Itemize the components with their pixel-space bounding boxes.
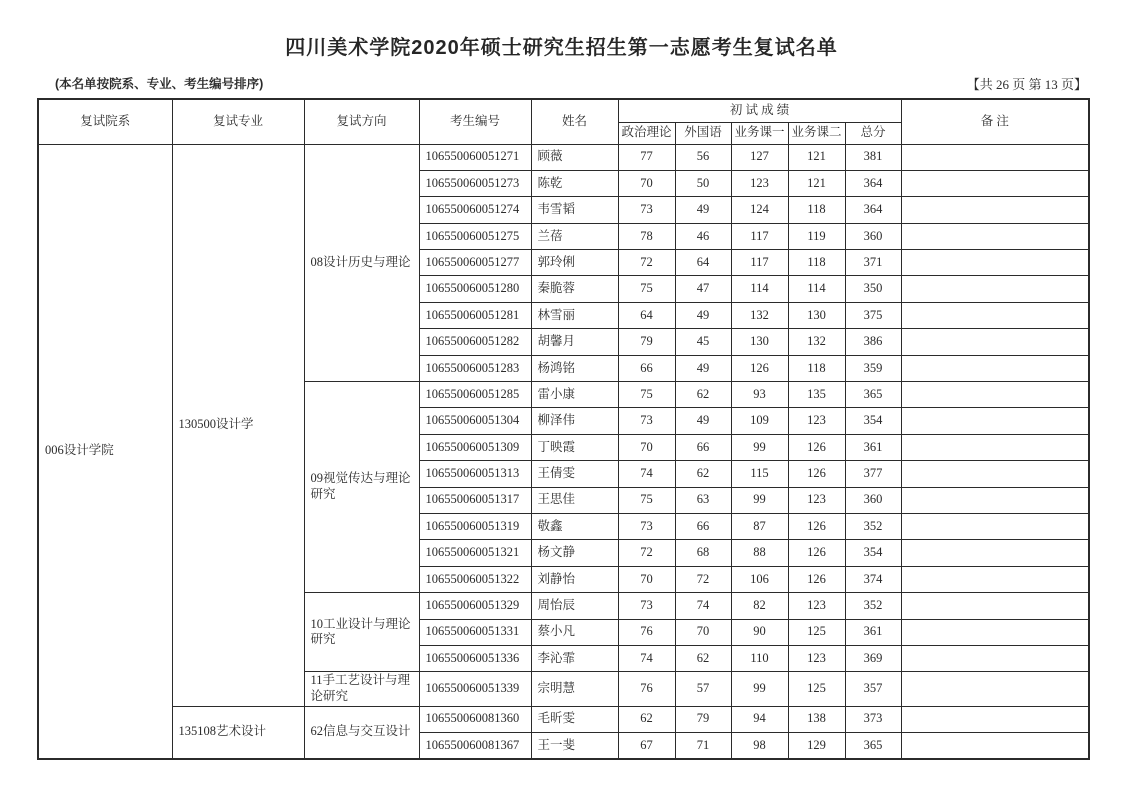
candidate-roster-table bbox=[37, 98, 1090, 760]
score-total-cell: 354 bbox=[845, 408, 901, 434]
score-politics-cell: 70 bbox=[618, 566, 675, 592]
score-course2-cell: 126 bbox=[788, 540, 845, 566]
score-course2-cell: 138 bbox=[788, 706, 845, 732]
candidate-id-cell: 106550060051285 bbox=[419, 382, 531, 408]
score-course2-cell: 118 bbox=[788, 197, 845, 223]
score-course2-cell: 123 bbox=[788, 487, 845, 513]
score-course1-cell: 94 bbox=[731, 706, 788, 732]
score-course1-cell: 127 bbox=[731, 144, 788, 170]
name-cell: 秦脆蓉 bbox=[531, 276, 618, 302]
score-course1-cell: 117 bbox=[731, 250, 788, 276]
header-foreign-language: 外国语 bbox=[675, 122, 731, 144]
remark-cell bbox=[901, 250, 1089, 276]
score-foreign-cell: 45 bbox=[675, 329, 731, 355]
score-course2-cell: 121 bbox=[788, 170, 845, 196]
score-foreign-cell: 49 bbox=[675, 355, 731, 381]
remark-cell bbox=[901, 566, 1089, 592]
score-politics-cell: 62 bbox=[618, 706, 675, 732]
name-cell: 周怡辰 bbox=[531, 593, 618, 619]
name-cell: 李沁霏 bbox=[531, 645, 618, 671]
score-politics-cell: 72 bbox=[618, 250, 675, 276]
remark-cell bbox=[901, 197, 1089, 223]
score-course2-cell: 118 bbox=[788, 250, 845, 276]
name-cell: 郭玲俐 bbox=[531, 250, 618, 276]
remark-cell bbox=[901, 461, 1089, 487]
score-course1-cell: 99 bbox=[731, 672, 788, 706]
score-total-cell: 371 bbox=[845, 250, 901, 276]
candidate-id-cell: 106550060051321 bbox=[419, 540, 531, 566]
score-foreign-cell: 70 bbox=[675, 619, 731, 645]
score-total-cell: 350 bbox=[845, 276, 901, 302]
score-course2-cell: 125 bbox=[788, 619, 845, 645]
score-politics-cell: 67 bbox=[618, 732, 675, 758]
score-course1-cell: 93 bbox=[731, 382, 788, 408]
score-foreign-cell: 50 bbox=[675, 170, 731, 196]
remark-cell bbox=[901, 329, 1089, 355]
score-foreign-cell: 47 bbox=[675, 276, 731, 302]
remark-cell bbox=[901, 672, 1089, 706]
candidate-id-cell: 106550060051322 bbox=[419, 566, 531, 592]
score-politics-cell: 72 bbox=[618, 540, 675, 566]
score-foreign-cell: 49 bbox=[675, 302, 731, 328]
header-direction: 复试方向 bbox=[304, 99, 419, 144]
score-course1-cell: 109 bbox=[731, 408, 788, 434]
page-title: 四川美术学院2020年硕士研究生招生第一志愿考生复试名单 bbox=[285, 37, 838, 59]
score-course1-cell: 114 bbox=[731, 276, 788, 302]
name-cell: 宗明慧 bbox=[531, 672, 618, 706]
score-foreign-cell: 49 bbox=[675, 197, 731, 223]
score-course2-cell: 126 bbox=[788, 513, 845, 539]
candidate-id-cell: 106550060051275 bbox=[419, 223, 531, 249]
direction-cell: 10工业设计与理论研究 bbox=[304, 593, 419, 672]
score-politics-cell: 73 bbox=[618, 197, 675, 223]
score-politics-cell: 77 bbox=[618, 144, 675, 170]
score-total-cell: 360 bbox=[845, 223, 901, 249]
score-politics-cell: 70 bbox=[618, 434, 675, 460]
candidate-id-cell: 106550060051281 bbox=[419, 302, 531, 328]
header-candidate-id: 考生编号 bbox=[419, 99, 531, 144]
score-foreign-cell: 66 bbox=[675, 513, 731, 539]
score-total-cell: 364 bbox=[845, 170, 901, 196]
remark-cell bbox=[901, 593, 1089, 619]
score-total-cell: 361 bbox=[845, 434, 901, 460]
candidate-id-cell: 106550060051336 bbox=[419, 645, 531, 671]
score-course1-cell: 99 bbox=[731, 434, 788, 460]
score-foreign-cell: 46 bbox=[675, 223, 731, 249]
score-total-cell: 375 bbox=[845, 302, 901, 328]
header-total: 总分 bbox=[845, 122, 901, 144]
score-foreign-cell: 62 bbox=[675, 645, 731, 671]
score-politics-cell: 73 bbox=[618, 513, 675, 539]
name-cell: 林雪丽 bbox=[531, 302, 618, 328]
remark-cell bbox=[901, 276, 1089, 302]
score-politics-cell: 76 bbox=[618, 619, 675, 645]
major-cell: 130500设计学 bbox=[172, 144, 304, 706]
score-course2-cell: 119 bbox=[788, 223, 845, 249]
candidate-id-cell: 106550060051273 bbox=[419, 170, 531, 196]
score-total-cell: 352 bbox=[845, 513, 901, 539]
remark-cell bbox=[901, 487, 1089, 513]
score-total-cell: 377 bbox=[845, 461, 901, 487]
remark-cell bbox=[901, 645, 1089, 671]
score-total-cell: 354 bbox=[845, 540, 901, 566]
score-course2-cell: 123 bbox=[788, 645, 845, 671]
header-course1: 业务课一 bbox=[731, 122, 788, 144]
score-course2-cell: 114 bbox=[788, 276, 845, 302]
header-initial-scores: 初 试 成 绩 bbox=[618, 99, 901, 122]
score-course1-cell: 132 bbox=[731, 302, 788, 328]
score-course2-cell: 126 bbox=[788, 566, 845, 592]
remark-cell bbox=[901, 170, 1089, 196]
score-foreign-cell: 63 bbox=[675, 487, 731, 513]
remark-cell bbox=[901, 382, 1089, 408]
score-foreign-cell: 79 bbox=[675, 706, 731, 732]
name-cell: 王一斐 bbox=[531, 732, 618, 758]
score-total-cell: 352 bbox=[845, 593, 901, 619]
score-course2-cell: 126 bbox=[788, 434, 845, 460]
name-cell: 王思佳 bbox=[531, 487, 618, 513]
score-politics-cell: 70 bbox=[618, 170, 675, 196]
score-total-cell: 369 bbox=[845, 645, 901, 671]
candidate-id-cell: 106550060051339 bbox=[419, 672, 531, 706]
score-course2-cell: 118 bbox=[788, 355, 845, 381]
score-politics-cell: 75 bbox=[618, 487, 675, 513]
score-foreign-cell: 66 bbox=[675, 434, 731, 460]
candidate-id-cell: 106550060051271 bbox=[419, 144, 531, 170]
score-politics-cell: 79 bbox=[618, 329, 675, 355]
candidate-id-cell: 106550060081360 bbox=[419, 706, 531, 732]
score-total-cell: 386 bbox=[845, 329, 901, 355]
header-course2: 业务课二 bbox=[788, 122, 845, 144]
name-cell: 陈乾 bbox=[531, 170, 618, 196]
score-course2-cell: 130 bbox=[788, 302, 845, 328]
dept-cell: 006设计学院 bbox=[38, 144, 172, 759]
remark-cell bbox=[901, 408, 1089, 434]
score-course1-cell: 123 bbox=[731, 170, 788, 196]
name-cell: 刘静怡 bbox=[531, 566, 618, 592]
score-foreign-cell: 68 bbox=[675, 540, 731, 566]
score-foreign-cell: 49 bbox=[675, 408, 731, 434]
candidate-id-cell: 106550060051280 bbox=[419, 276, 531, 302]
name-cell: 柳泽伟 bbox=[531, 408, 618, 434]
direction-cell: 62信息与交互设计 bbox=[304, 706, 419, 759]
name-cell: 韦雪韬 bbox=[531, 197, 618, 223]
score-course2-cell: 123 bbox=[788, 593, 845, 619]
score-foreign-cell: 62 bbox=[675, 382, 731, 408]
remark-cell bbox=[901, 619, 1089, 645]
score-total-cell: 365 bbox=[845, 382, 901, 408]
score-politics-cell: 74 bbox=[618, 461, 675, 487]
candidate-id-cell: 106550060051283 bbox=[419, 355, 531, 381]
header-remarks: 备 注 bbox=[901, 99, 1089, 144]
score-politics-cell: 76 bbox=[618, 672, 675, 706]
score-politics-cell: 78 bbox=[618, 223, 675, 249]
score-course1-cell: 82 bbox=[731, 593, 788, 619]
candidate-id-cell: 106550060051274 bbox=[419, 197, 531, 223]
candidate-id-cell: 106550060051329 bbox=[419, 593, 531, 619]
score-course2-cell: 129 bbox=[788, 732, 845, 758]
candidate-id-cell: 106550060051317 bbox=[419, 487, 531, 513]
score-total-cell: 359 bbox=[845, 355, 901, 381]
score-course2-cell: 121 bbox=[788, 144, 845, 170]
candidate-id-cell: 106550060051282 bbox=[419, 329, 531, 355]
remark-cell bbox=[901, 706, 1089, 732]
major-cell: 135108艺术设计 bbox=[172, 706, 304, 759]
remark-cell bbox=[901, 144, 1089, 170]
table-row bbox=[38, 706, 1089, 732]
score-course1-cell: 88 bbox=[731, 540, 788, 566]
score-total-cell: 361 bbox=[845, 619, 901, 645]
score-foreign-cell: 64 bbox=[675, 250, 731, 276]
name-cell: 顾薇 bbox=[531, 144, 618, 170]
candidate-id-cell: 106550060051319 bbox=[419, 513, 531, 539]
page-indicator: 【共 26 页 第 13 页】 bbox=[966, 77, 1087, 92]
name-cell: 胡馨月 bbox=[531, 329, 618, 355]
score-course2-cell: 132 bbox=[788, 329, 845, 355]
score-course1-cell: 98 bbox=[731, 732, 788, 758]
remark-cell bbox=[901, 513, 1089, 539]
score-total-cell: 357 bbox=[845, 672, 901, 706]
candidate-id-cell: 106550060081367 bbox=[419, 732, 531, 758]
score-total-cell: 365 bbox=[845, 732, 901, 758]
score-foreign-cell: 57 bbox=[675, 672, 731, 706]
score-course1-cell: 87 bbox=[731, 513, 788, 539]
remark-cell bbox=[901, 302, 1089, 328]
score-course2-cell: 126 bbox=[788, 461, 845, 487]
name-cell: 王倩雯 bbox=[531, 461, 618, 487]
score-total-cell: 374 bbox=[845, 566, 901, 592]
name-cell: 敬鑫 bbox=[531, 513, 618, 539]
direction-cell: 09视觉传达与理论研究 bbox=[304, 382, 419, 593]
score-politics-cell: 74 bbox=[618, 645, 675, 671]
score-course1-cell: 126 bbox=[731, 355, 788, 381]
name-cell: 蔡小凡 bbox=[531, 619, 618, 645]
score-course2-cell: 135 bbox=[788, 382, 845, 408]
remark-cell bbox=[901, 434, 1089, 460]
score-course2-cell: 123 bbox=[788, 408, 845, 434]
table-body bbox=[38, 144, 1089, 759]
score-politics-cell: 64 bbox=[618, 302, 675, 328]
score-politics-cell: 75 bbox=[618, 276, 675, 302]
score-total-cell: 381 bbox=[845, 144, 901, 170]
score-total-cell: 364 bbox=[845, 197, 901, 223]
score-foreign-cell: 71 bbox=[675, 732, 731, 758]
name-cell: 兰蓓 bbox=[531, 223, 618, 249]
score-course1-cell: 117 bbox=[731, 223, 788, 249]
score-politics-cell: 73 bbox=[618, 408, 675, 434]
sort-order-note: (本名单按院系、专业、考生编号排序) bbox=[55, 77, 264, 91]
score-course2-cell: 125 bbox=[788, 672, 845, 706]
score-total-cell: 373 bbox=[845, 706, 901, 732]
remark-cell bbox=[901, 223, 1089, 249]
score-foreign-cell: 74 bbox=[675, 593, 731, 619]
score-course1-cell: 90 bbox=[731, 619, 788, 645]
candidate-id-cell: 106550060051304 bbox=[419, 408, 531, 434]
header-politics: 政治理论 bbox=[618, 122, 675, 144]
name-cell: 毛昕雯 bbox=[531, 706, 618, 732]
header-name: 姓名 bbox=[531, 99, 618, 144]
table-header bbox=[38, 99, 1089, 144]
direction-cell: 08设计历史与理论 bbox=[304, 144, 419, 382]
name-cell: 杨文静 bbox=[531, 540, 618, 566]
remark-cell bbox=[901, 540, 1089, 566]
direction-cell: 11手工艺设计与理论研究 bbox=[304, 672, 419, 706]
score-politics-cell: 66 bbox=[618, 355, 675, 381]
remark-cell bbox=[901, 355, 1089, 381]
remark-cell bbox=[901, 732, 1089, 758]
candidate-id-cell: 106550060051309 bbox=[419, 434, 531, 460]
header-major: 复试专业 bbox=[172, 99, 304, 144]
score-course1-cell: 106 bbox=[731, 566, 788, 592]
score-total-cell: 360 bbox=[845, 487, 901, 513]
score-course1-cell: 110 bbox=[731, 645, 788, 671]
score-course1-cell: 99 bbox=[731, 487, 788, 513]
candidate-id-cell: 106550060051277 bbox=[419, 250, 531, 276]
score-course1-cell: 115 bbox=[731, 461, 788, 487]
score-course1-cell: 124 bbox=[731, 197, 788, 223]
name-cell: 丁映霞 bbox=[531, 434, 618, 460]
score-foreign-cell: 62 bbox=[675, 461, 731, 487]
candidate-id-cell: 106550060051313 bbox=[419, 461, 531, 487]
name-cell: 杨鸿铭 bbox=[531, 355, 618, 381]
score-politics-cell: 75 bbox=[618, 382, 675, 408]
name-cell: 雷小康 bbox=[531, 382, 618, 408]
score-politics-cell: 73 bbox=[618, 593, 675, 619]
table-row bbox=[38, 144, 1089, 170]
score-foreign-cell: 56 bbox=[675, 144, 731, 170]
score-foreign-cell: 72 bbox=[675, 566, 731, 592]
candidate-id-cell: 106550060051331 bbox=[419, 619, 531, 645]
header-dept: 复试院系 bbox=[38, 99, 172, 144]
score-course1-cell: 130 bbox=[731, 329, 788, 355]
